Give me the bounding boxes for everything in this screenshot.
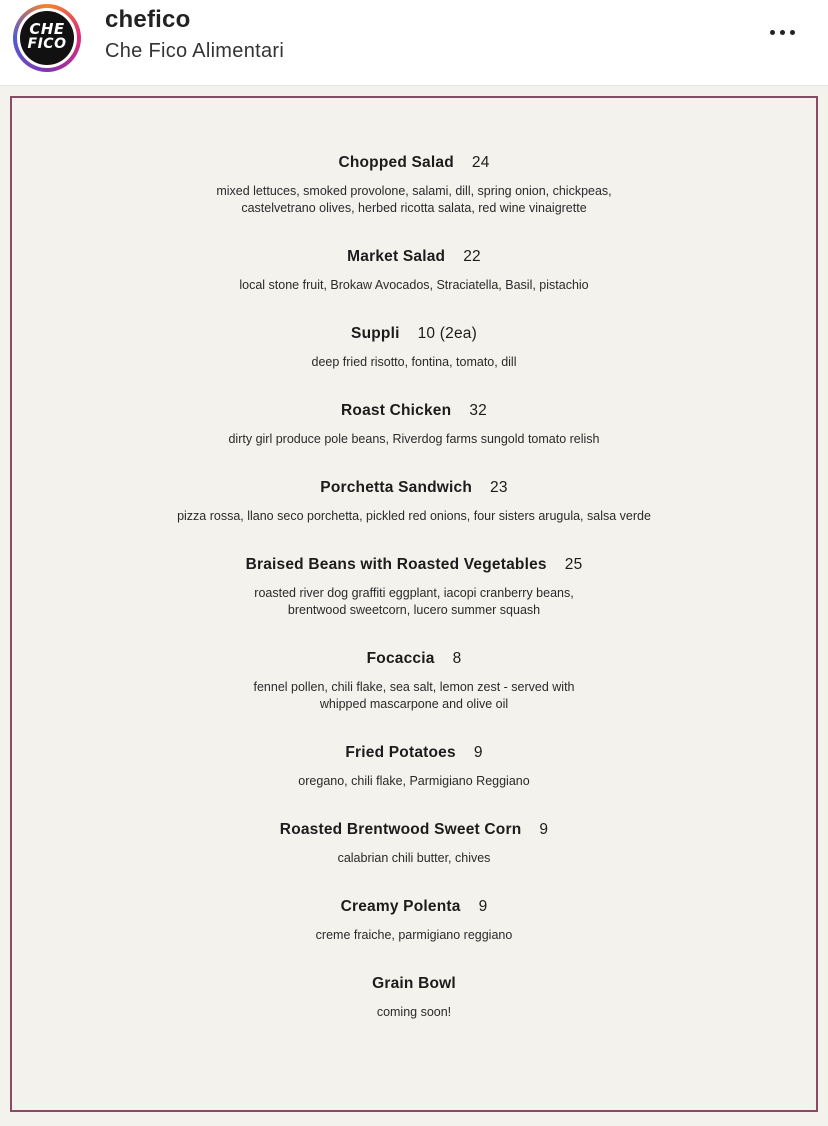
post-header [0,0,828,86]
menu-item-name: Porchetta Sandwich [320,479,473,496]
menu-item-header [12,819,816,841]
menu-item-description: local stone fruit, Brokaw Avocados, Straciatella, Basil, pistachio [239,278,589,292]
menu-item-name: Creamy Polenta [340,898,461,915]
menu-item-name: Suppli [351,325,400,342]
menu-item-header [12,742,816,764]
more-options-icon[interactable] [762,20,802,44]
menu-item-description: calabrian chili butter, chives [337,851,491,865]
logo-text-line1: CHE [29,20,65,38]
avatar-ring [17,8,77,68]
dot [770,30,775,35]
menu-item-name: Fried Potatoes [345,744,456,761]
location-link[interactable]: Che Fico Alimentari [105,40,285,62]
che-fico-logo [20,11,74,65]
dot [790,30,795,35]
menu-item-name: Braised Beans with Roasted Vegetables [245,556,547,573]
menu-item-header [12,400,816,422]
menu-item-description: mixed lettuces, smoked provolone, salami, dill, spring onion, chickpeas, castelvetrano olives, herbed ricotta salata, red wine vinaigrette [216,184,612,215]
dot [780,30,785,35]
menu-frame [10,96,818,1112]
menu-item [12,323,816,371]
menu-items-list [12,152,816,1021]
menu-item [12,477,816,525]
menu-image [0,86,828,1126]
menu-item-name: Grain Bowl [372,975,456,992]
menu-item-price: 10 (2ea) [417,325,477,342]
menu-item-price: 22 [463,248,481,265]
avatar[interactable] [13,4,81,72]
menu-item-name: Roasted Brentwood Sweet Corn [279,821,522,838]
menu-item [12,554,816,619]
menu-item-name: Market Salad [347,248,446,265]
menu-item [12,648,816,713]
menu-item [12,742,816,790]
menu-item-price: 9 [539,821,549,838]
menu-item-description: coming soon! [376,1005,452,1019]
menu-item-price: 25 [564,556,583,573]
menu-item-description: fennel pollen, chili flake, sea salt, lemon zest - served with whipped mascarpone and olive oil [253,680,575,711]
menu-item-header [12,246,816,268]
menu-item [12,973,816,1021]
menu-item-description: oregano, chili flake, Parmigiano Reggiano [298,774,530,788]
menu-item-description: pizza rossa, llano seco porchetta, pickled red onions, four sisters arugula, salsa verde [177,509,651,523]
menu-item-description: creme fraiche, parmigiano reggiano [315,928,513,942]
menu-item-price: 9 [478,898,488,915]
username-link[interactable]: chefico [105,6,191,33]
menu-item-price: 9 [473,744,483,761]
menu-item [12,896,816,944]
menu-item-name: Roast Chicken [341,402,452,419]
menu-item-price: 23 [490,479,508,496]
menu-item-header [12,152,816,174]
menu-item-header [12,973,816,995]
menu-item-price: 24 [471,154,490,171]
menu-item [12,246,816,294]
menu-item [12,400,816,448]
menu-item-price: 8 [452,650,462,667]
menu-item [12,819,816,867]
menu-item-name: Focaccia [366,650,435,667]
menu-item [12,152,816,217]
menu-item-description: roasted river dog graffiti eggplant, iacopi cranberry beans, brentwood sweetcorn, lucero summer squash [254,586,574,617]
menu-item-header [12,554,816,576]
menu-item-header [12,896,816,918]
menu-item-description: dirty girl produce pole beans, Riverdog farms sungold tomato relish [228,432,600,446]
logo-text-line2: FICO [27,36,67,52]
menu-item-header [12,648,816,670]
menu-item-name: Chopped Salad [338,154,454,171]
menu-item-header [12,477,816,499]
menu-item-description: deep fried risotto, fontina, tomato, dill [311,355,517,369]
menu-item-header [12,323,816,345]
menu-item-price: 32 [469,402,487,419]
